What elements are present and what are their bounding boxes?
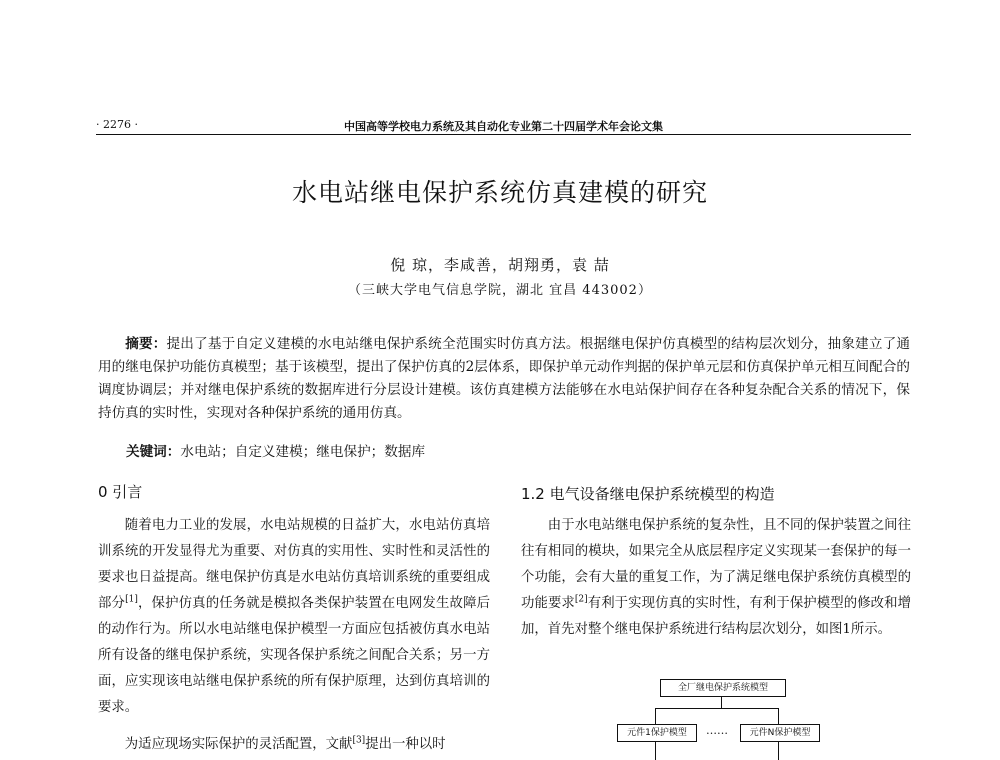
figure-top-box: 全厂继电保护系统模型 — [660, 679, 786, 697]
text-run: 随着电力工业的发展，水电站规模的日益扩大，水电站仿真培训系统的开发显得尤为重要、对仿真的实用性、实时性和灵活性的要求也日益提高。继电保护仿真是水电站仿真培训系统的重要组成部分 — [98, 518, 490, 611]
figure-connector — [778, 741, 779, 760]
affiliation: （三峡大学电气信息学院，湖北 宜昌 443002） — [348, 283, 652, 298]
text-run: 有利于实现仿真的实时性，有利于保护模型的修改和增加，首先对整个继电保护系统进行结构层次划分，如图1所示。 — [521, 596, 912, 637]
citation: [3] — [352, 735, 366, 746]
figure-right-box: 元件N保护模型 — [740, 724, 820, 742]
section-0-paragraph-1 — [98, 513, 490, 721]
journal-title: 中国高等学校电力系统及其自动化专业第二十四届学术年会论文集 — [344, 120, 663, 133]
section-1-2-heading: 1.2 电气设备继电保护系统模型的构造 — [521, 485, 775, 503]
authors: 倪 琼，李咸善，胡翔勇，袁 喆 — [390, 256, 610, 274]
text-run: 提出一种以时 — [365, 737, 446, 752]
text-run: ，保护仿真的任务就是模拟各类保护装置在电网发生故障后的动作行为。所以水电站继电保护模型一方面应包括被仿真水电站所有设备的继电保护系统，实现各保护系统之间配合关系；另一方面，应实现该电站继电保护系统的所有保护原理，达到仿真培训的要求。 — [98, 596, 491, 715]
abstract-text: 提出了基于自定义建模的水电站继电保护系统全范围实时仿真方法。根据继电保护仿真模型的结构层次划分，抽象建立了通用的继电保护功能仿真模型；基于该模型，提出了保护仿真的2层体系，即保护单元动作判据的保护单元层和仿真保护单元相互间配合的调度协调层；并对继电保护系统的数据库进行分层设计建模。该仿真建模方法能够在水电站保护间存在各种复杂配合关系的情况下，保持仿真的实时性，实现对各种保护系统的通用仿真。 — [98, 336, 911, 421]
figure-connector — [778, 708, 779, 724]
abstract — [98, 333, 910, 425]
text-run: 由于水电站继电保护系统的复杂性，且不同的保护装置之间往往有相同的模块，如果完全从底层程序定义实现某一套保护的每一个功能，会有大量的重复工作，为了满足继电保护系统仿真模型的功能要求 — [521, 518, 911, 611]
running-header — [96, 118, 911, 135]
abstract-label: 摘要： — [125, 336, 167, 352]
citation: [2] — [574, 594, 588, 605]
text-run: 为适应现场实际保护的灵活配置，文献 — [124, 737, 353, 752]
keywords — [126, 440, 425, 460]
section-0-heading: 0 引言 — [98, 483, 143, 501]
section-0-paragraph-2 — [98, 732, 490, 758]
figure-left-box: 元件1保护模型 — [617, 724, 697, 742]
figure-connector — [655, 708, 779, 709]
figure-connector — [655, 741, 656, 760]
figure-ellipsis: …… — [706, 724, 728, 737]
page-number: · 2276 · — [96, 118, 138, 131]
citation: [1] — [125, 594, 138, 605]
paper-title: 水电站继电保护系统仿真建模的研究 — [291, 178, 708, 207]
figure-connector — [655, 708, 656, 724]
keywords-text: 水电站；自定义建模；继电保护；数据库 — [180, 444, 426, 460]
keywords-label: 关键词： — [126, 444, 181, 460]
section-1-2-paragraph-1 — [521, 513, 911, 643]
figure-connector — [721, 696, 722, 708]
